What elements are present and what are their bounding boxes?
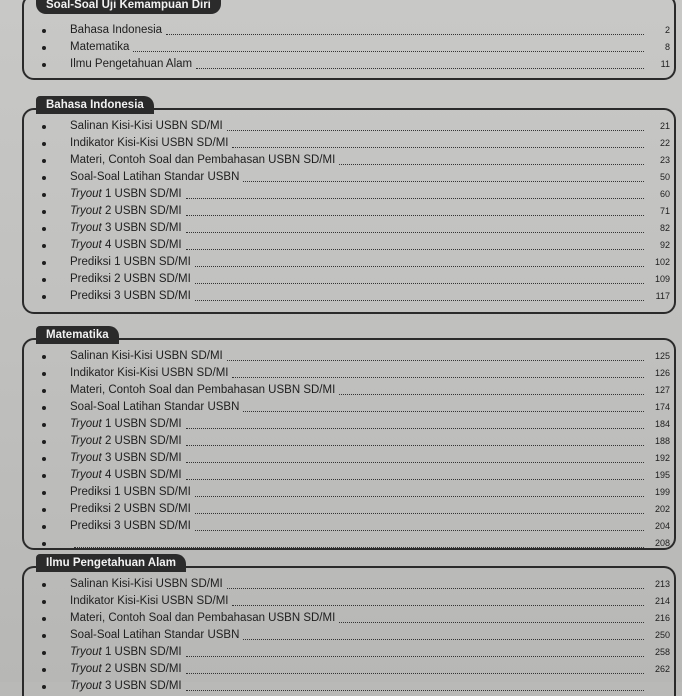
entry-label: Prediksi 1 USBN SD/MI (70, 256, 191, 268)
page-number: 202 (654, 504, 670, 514)
toc-entry[interactable] (24, 271, 674, 288)
dot-leader (186, 655, 644, 657)
bullet-icon (42, 46, 46, 50)
bullet-icon (42, 261, 46, 265)
dot-leader (232, 376, 644, 378)
dot-leader (339, 163, 644, 165)
page-number: 92 (659, 240, 670, 250)
dot-leader (243, 410, 644, 412)
toc-section-matematika (22, 329, 676, 550)
entry-list (24, 22, 674, 73)
page-number: 258 (654, 647, 670, 657)
bullet-icon (42, 193, 46, 197)
dot-leader (166, 33, 644, 35)
bullet-icon (42, 508, 46, 512)
bullet-icon (42, 176, 46, 180)
bullet-icon (42, 685, 46, 689)
toc-entry[interactable] (24, 169, 674, 186)
bullet-icon (42, 29, 46, 33)
section-title: Bahasa Indonesia (36, 96, 154, 114)
bullet-icon (42, 440, 46, 444)
dot-leader (339, 621, 644, 623)
toc-entry[interactable] (24, 678, 674, 695)
entry-list (24, 576, 674, 695)
bullet-icon (42, 474, 46, 478)
page-number: 213 (654, 579, 670, 589)
toc-entry[interactable] (24, 118, 674, 135)
toc-entry[interactable] (24, 433, 674, 450)
page-number: 23 (659, 155, 670, 165)
toc-entry[interactable] (24, 416, 674, 433)
toc-entry[interactable] (24, 399, 674, 416)
entry-label: Tryout 3 USBN SD/MI (70, 680, 182, 692)
bullet-icon (42, 406, 46, 410)
section-title: Matematika (36, 326, 119, 344)
page-number: 174 (654, 402, 670, 412)
page-number: 60 (659, 189, 670, 199)
entry-label: Soal-Soal Latihan Standar USBN (70, 171, 240, 183)
bullet-icon (42, 210, 46, 214)
entry-label: Tryout 2 USBN SD/MI (70, 205, 182, 217)
entry-label: Tryout 1 USBN SD/MI (70, 418, 182, 430)
bullet-icon (42, 542, 46, 546)
toc-entry[interactable] (24, 593, 674, 610)
entry-label: Soal-Soal Latihan Standar USBN (70, 629, 240, 641)
bullet-icon (42, 423, 46, 427)
page-number: 208 (654, 538, 670, 548)
bullet-icon (42, 583, 46, 587)
dot-leader (232, 604, 644, 606)
toc-entry[interactable] (24, 450, 674, 467)
entry-label: Prediksi 2 USBN SD/MI (70, 503, 191, 515)
page-number: 126 (654, 368, 670, 378)
page-number: 214 (654, 596, 670, 606)
page-number: 204 (654, 521, 670, 531)
dot-leader (186, 214, 644, 216)
entry-label: Matematika (70, 41, 130, 53)
bullet-icon (42, 457, 46, 461)
entry-label: Soal-Soal Latihan Standar USBN (70, 401, 240, 413)
entry-label: Salinan Kisi-Kisi USBN SD/MI (70, 578, 223, 590)
bullet-icon (42, 634, 46, 638)
toc-entry[interactable] (24, 661, 674, 678)
entry-label: Materi, Contoh Soal dan Pembahasan USBN SD/MI (70, 612, 336, 624)
dot-leader (133, 50, 644, 52)
bullet-icon (42, 651, 46, 655)
page-number: 2 (664, 25, 670, 35)
page-number: 71 (659, 206, 670, 216)
entry-label: Indikator Kisi-Kisi USBN SD/MI (70, 137, 229, 149)
dot-leader (74, 546, 644, 548)
entry-label: Tryout 3 USBN SD/MI (70, 222, 182, 234)
toc-entry[interactable] (24, 644, 674, 661)
entry-list (24, 348, 674, 552)
page-number: 21 (659, 121, 670, 131)
page-number: 262 (654, 664, 670, 674)
bullet-icon (42, 63, 46, 67)
page-number: 11 (660, 59, 670, 69)
entry-label: Salinan Kisi-Kisi USBN SD/MI (70, 350, 223, 362)
bullet-icon (42, 159, 46, 163)
bullet-icon (42, 389, 46, 393)
toc-entry[interactable] (24, 152, 674, 169)
page-number: 195 (654, 470, 670, 480)
page-number: 199 (654, 487, 670, 497)
toc-entry[interactable] (24, 535, 674, 552)
entry-label: Prediksi 3 USBN SD/MI (70, 520, 191, 532)
dot-leader (227, 359, 644, 361)
dot-leader (195, 512, 644, 514)
page-number: 22 (659, 138, 670, 148)
bullet-icon (42, 244, 46, 248)
bullet-icon (42, 355, 46, 359)
entry-label: Tryout 3 USBN SD/MI (70, 452, 182, 464)
dot-leader (186, 231, 644, 233)
dot-leader (186, 197, 644, 199)
toc-entry[interactable] (24, 22, 674, 39)
dot-leader (186, 444, 644, 446)
section-title: Ilmu Pengetahuan Alam (36, 554, 186, 572)
dot-leader (186, 248, 644, 250)
dot-leader (195, 265, 644, 267)
page-number: 125 (654, 351, 670, 361)
toc-entry[interactable] (24, 467, 674, 484)
entry-label: Prediksi 3 USBN SD/MI (70, 290, 191, 302)
page-number: 250 (654, 630, 670, 640)
toc-entry[interactable] (24, 627, 674, 644)
page-number: 216 (654, 613, 670, 623)
entry-label: Tryout 2 USBN SD/MI (70, 663, 182, 675)
toc-entry[interactable] (24, 203, 674, 220)
toc-entry[interactable] (24, 365, 674, 382)
bullet-icon (42, 295, 46, 299)
bullet-icon (42, 125, 46, 129)
dot-leader (186, 689, 644, 691)
dot-leader (195, 529, 644, 531)
toc-entry[interactable] (24, 56, 674, 73)
page-number: 117 (655, 291, 670, 301)
bullet-icon (42, 278, 46, 282)
entry-label: Bahasa Indonesia (70, 24, 163, 36)
bullet-icon (42, 142, 46, 146)
dot-leader (195, 495, 644, 497)
dot-leader (243, 638, 644, 640)
bullet-icon (42, 491, 46, 495)
entry-label: Prediksi 2 USBN SD/MI (70, 273, 191, 285)
page-number: 127 (654, 385, 670, 395)
page-number: 188 (654, 436, 670, 446)
page-number: 102 (654, 257, 670, 267)
entry-label: Indikator Kisi-Kisi USBN SD/MI (70, 367, 229, 379)
toc-entry[interactable] (24, 237, 674, 254)
toc-entry[interactable] (24, 576, 674, 593)
toc-entry[interactable] (24, 610, 674, 627)
bullet-icon (42, 668, 46, 672)
bullet-icon (42, 525, 46, 529)
dot-leader (339, 393, 644, 395)
page-number: 192 (654, 453, 670, 463)
dot-leader (186, 427, 644, 429)
section-title: Soal-Soal Uji Kemampuan Diri (36, 0, 221, 14)
toc-entry[interactable] (24, 518, 674, 535)
page-number: 50 (659, 172, 670, 182)
toc-entry[interactable] (24, 220, 674, 237)
dot-leader (227, 587, 644, 589)
toc-section-uji-kemampuan (22, 0, 676, 80)
bullet-icon (42, 617, 46, 621)
bullet-icon (42, 600, 46, 604)
entry-label: Prediksi 1 USBN SD/MI (70, 486, 191, 498)
entry-label: Indikator Kisi-Kisi USBN SD/MI (70, 595, 229, 607)
toc-entry[interactable] (24, 501, 674, 518)
entry-label: Materi, Contoh Soal dan Pembahasan USBN SD/MI (70, 154, 336, 166)
entry-label: Tryout 2 USBN SD/MI (70, 435, 182, 447)
dot-leader (232, 146, 644, 148)
toc-entry[interactable] (24, 254, 674, 271)
dot-leader (186, 461, 644, 463)
toc-entry[interactable] (24, 348, 674, 365)
bullet-icon (42, 372, 46, 376)
toc-section-bahasa-indonesia (22, 99, 676, 314)
toc-entry[interactable] (24, 39, 674, 56)
toc-entry[interactable] (24, 382, 674, 399)
dot-leader (196, 67, 644, 69)
page-number: 184 (654, 419, 670, 429)
page-number: 8 (664, 42, 670, 52)
dot-leader (186, 478, 644, 480)
toc-entry[interactable] (24, 484, 674, 501)
entry-label: Ilmu Pengetahuan Alam (70, 58, 193, 70)
dot-leader (195, 299, 644, 301)
entry-label: Tryout 1 USBN SD/MI (70, 646, 182, 658)
dot-leader (227, 129, 644, 131)
entry-list (24, 118, 674, 305)
toc-entry[interactable] (24, 186, 674, 203)
toc-entry[interactable] (24, 288, 674, 305)
page-number: 109 (654, 274, 670, 284)
toc-entry[interactable] (24, 135, 674, 152)
entry-label: Tryout 1 USBN SD/MI (70, 188, 182, 200)
dot-leader (186, 672, 644, 674)
entry-label: Tryout 4 USBN SD/MI (70, 469, 182, 481)
entry-label: Materi, Contoh Soal dan Pembahasan USBN SD/MI (70, 384, 336, 396)
dot-leader (243, 180, 644, 182)
bullet-icon (42, 227, 46, 231)
entry-label: Tryout 4 USBN SD/MI (70, 239, 182, 251)
entry-label: Salinan Kisi-Kisi USBN SD/MI (70, 120, 223, 132)
toc-section-ipa (22, 557, 676, 696)
dot-leader (195, 282, 644, 284)
page-number: 82 (659, 223, 670, 233)
